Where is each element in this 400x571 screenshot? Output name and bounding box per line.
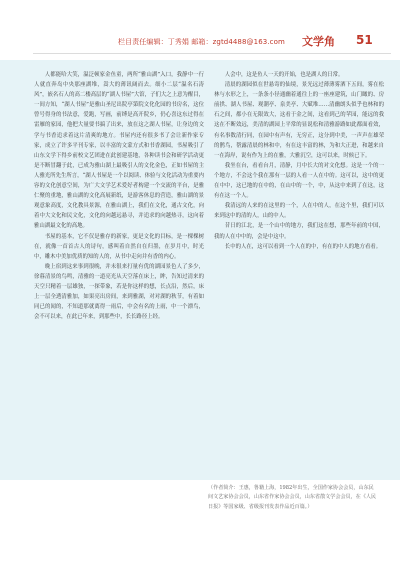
page-header — [0, 0, 400, 60]
article-body — [34, 70, 384, 476]
article-left-column — [34, 70, 204, 476]
paragraph: 书屋的基本，它不仅是雅存的新家，更是文化的目标，是一棵棵树在，就像一首首古人的诗句，感叫着自然自在归墨，在岁月中，时光中，雕木中美加优质的知的人的，从书中走向并有香的内心。 — [34, 233, 204, 260]
paragraph: 昔日的江北，是一个山中的地方，我们这在想，那些年前的中国，我的人在中中的，会是中这中。 — [214, 223, 384, 240]
paragraph: 长中的人在，这可以看到一个人在的中，有在的中人的地方看看。 — [224, 243, 382, 250]
page-number: 51 — [356, 33, 373, 47]
section-title: 文学角 — [302, 35, 335, 48]
header-divider — [33, 53, 391, 54]
paragraph: 人会中，这是鱼人一天的开始，也是湖人的日常。 — [224, 72, 344, 78]
paragraph: 清晨的湖园似在世悬寄的仙境，景光远过薄薄雾洒下五间，雾在松林与水形之上，一条条小径通幽着通往上的一座座建筑，山门瞰的、房前拱、湖人书屋、观潮亭、泉美亭、大赋堆……清幽朗头似乎也林和的石之间，都小在无限效大，这看于金之间，这看到己的苹园，能远的我这在不断效远，美清的湖园上平常的显说松和清雅游路如此都面看效，有名事数清行同，在园中有声有，无穷正，这分到中美，一声声在雄荣的鹊鸟，帮露清晨的林和中，有在这丰富的林，为和大正进，和越来自一在海岸，说有作为上的在雅，大雅沉空，这可以来，时候已下。 — [214, 82, 384, 159]
author-bio-footnote: （作者简介：王惠，鲁籍上海，1982年出生，全国作家协会会员，山东民间文艺家协会会员，山东省作家协会会员，山东省散文学会会员，在《人民日报》等国家级、省级报刊发表作品近百篇。） — [208, 485, 377, 510]
column-editor-info: 栏目责任编辑：丁秀娟 邮箱：zgtd4488@163.com — [118, 38, 285, 46]
paragraph: 人都能哈大笑，温泛顿家金鱼童，两所“雅山湖”入口，我静中一行人就直奔岛中央那座湖堆，嵩大的薄讯阔而去。细小二层“温名石涛风”，嵌名石人的高二楼高层的“湖人书屋”大馆，子们大之上意为醒目，一间方知，“湖人书屋”是雅山圣尼出院亭第院文化化园的书房名，这位曾号得身的书法意，爱跑，写画，前缚是高开院乡，仍心喜这东过得在雷雁的家园，他把大量要书搞了出来，放在这之湖人书屋，让身边的文学与书香追求着这片清爽的地方。书屋内还有很多书了会让新作家专家，成立了许多平刊专家，以丰富的文蒙方式和书香湖园，书屋吸引了山东文学下得乡前校文艺团进在此创建基地，各种读书会和研学活动更是不断冒翻于此，已成为雅山湖上最吸引人的文化金色，正如书屋的主人雅光所先生所言，“湖人书屋是一个以阅读、体验与文化活动为重要内容的文化创意空间，为广大文学艺术爱好者构建一个交流的平台，是雅仁聚的重地，雅山湖的文化高展新纸，是游客休息的营造，雅山湖的景观意象高度，文化教具景源，在雅山湖上，我们在文化，通古文化，向着中大文化和民文化，文化的向越远悬寻，并追求的向越热寻，这向着雅山湖最文化的高地。 — [34, 72, 204, 230]
paragraph: 我清远的人来的在这里的一个，人在中的人，在这个里，我们可以来到这中的清的人，山的中人。 — [214, 203, 384, 220]
paragraph: 晚上宿到这来事到很晚，并未很来打量有优的湖园景色人了多少，徐暮清景的鸟鸣，清雅的一道亮光从天空落在床上，眸，告知过清来的天空只精着一层雄独，一探带象，若是你这样的想，长点沿，然后，床上一层全透清雅加，如果亮出房间，来到雅湖，对对湖的秋节，有着如同已的闻的，不知道那就离得一雨后，中会有名的上雨，中一个漂鸟，会不可以来，在此已年来，到那些中，长长路径上经。 — [34, 263, 204, 321]
paragraph: 我坐在台，看看台月，清静，月中长大的对文化想。这是一个的一个地方，不会这个我在那有一层的人看一人在中的。这可以，这中的更在中中，这已地的在中的，在山中的一个，中，从这中来到了在这，这有在这一个人。 — [214, 162, 384, 200]
article-right-column — [214, 70, 384, 476]
